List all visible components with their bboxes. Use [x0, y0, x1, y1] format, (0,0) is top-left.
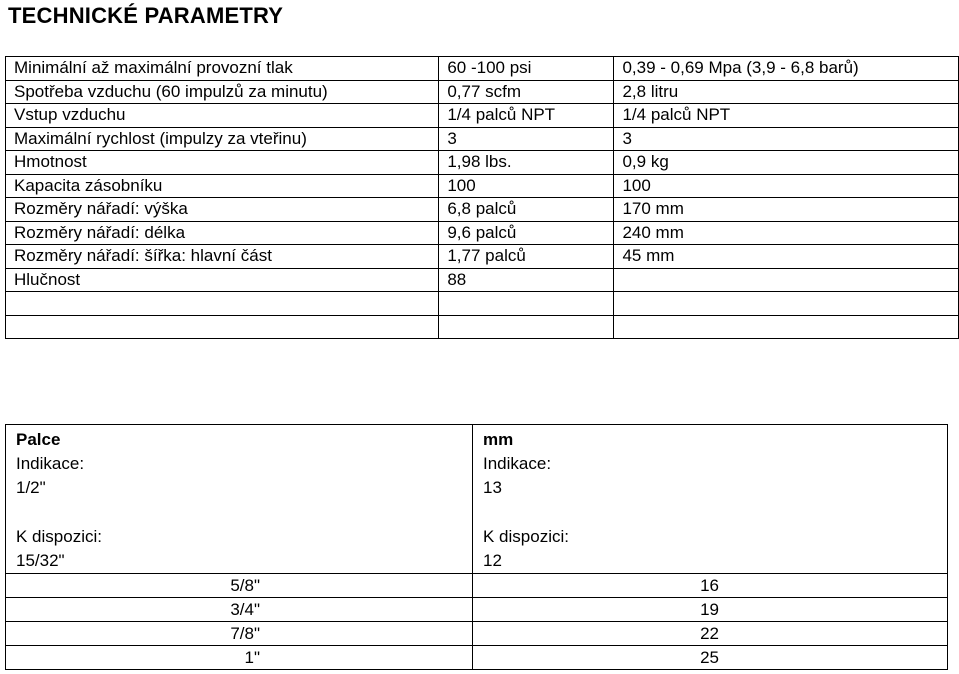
parameter-row	[6, 104, 959, 128]
parameter-name: Maximální rychlost (impulzy za vteřinu)	[6, 127, 439, 151]
parameter-metric-value: 0,39 - 0,69 Mpa (3,9 - 6,8 barů)	[614, 57, 959, 81]
parameter-metric-value: 3	[614, 127, 959, 151]
conversion-header-row	[6, 425, 948, 574]
parameter-metric-value: 170 mm	[614, 198, 959, 222]
inches-indication-label: Indikace:	[16, 454, 85, 473]
parameter-imperial-value: 3	[439, 127, 614, 151]
parameter-row	[6, 57, 959, 81]
parameter-name: Hmotnost	[6, 151, 439, 175]
parameter-imperial-value: 60 -100 psi	[439, 57, 614, 81]
parameter-imperial-value	[439, 292, 614, 316]
parameter-metric-value	[614, 268, 959, 292]
parameter-imperial-value: 1,98 lbs.	[439, 151, 614, 175]
mm-indication-label: Indikace:	[483, 454, 552, 473]
parameter-metric-value: 2,8 litru	[614, 80, 959, 104]
parameter-name: Vstup vzduchu	[6, 104, 439, 128]
parameter-imperial-value: 1/4 palců NPT	[439, 104, 614, 128]
parameter-name: Minimální až maximální provozní tlak	[6, 57, 439, 81]
parameter-imperial-value: 1,77 palců	[439, 245, 614, 269]
parameter-row	[6, 245, 959, 269]
conversion-row	[6, 622, 948, 646]
parameter-metric-value: 240 mm	[614, 221, 959, 245]
parameter-row	[6, 292, 959, 316]
parameter-name: Hlučnost	[6, 268, 439, 292]
inches-value: 7/8"	[6, 622, 473, 646]
parameters-table	[5, 56, 959, 339]
parameter-name	[6, 315, 439, 339]
parameter-imperial-value	[439, 315, 614, 339]
parameter-row	[6, 80, 959, 104]
inches-header: Palce	[16, 430, 61, 449]
parameter-name	[6, 292, 439, 316]
mm-value: 25	[473, 646, 948, 670]
parameter-imperial-value: 6,8 palců	[439, 198, 614, 222]
parameter-name: Rozměry nářadí: šířka: hlavní část	[6, 245, 439, 269]
parameter-imperial-value: 9,6 palců	[439, 221, 614, 245]
mm-value: 19	[473, 598, 948, 622]
parameter-metric-value	[614, 315, 959, 339]
parameter-metric-value: 0,9 kg	[614, 151, 959, 175]
size-conversion-table	[5, 424, 948, 670]
inches-cell	[6, 425, 473, 574]
parameter-metric-value: 45 mm	[614, 245, 959, 269]
parameter-name: Rozměry nářadí: délka	[6, 221, 439, 245]
parameter-name: Spotřeba vzduchu (60 impulzů za minutu)	[6, 80, 439, 104]
parameter-row	[6, 151, 959, 175]
conversion-row	[6, 646, 948, 670]
page-title: TECHNICKÉ PARAMETRY	[8, 3, 284, 28]
parameter-metric-value: 100	[614, 174, 959, 198]
parameter-row	[6, 315, 959, 339]
mm-available-label: K dispozici:	[483, 527, 569, 546]
conversion-row	[6, 598, 948, 622]
parameter-row	[6, 268, 959, 292]
parameter-row	[6, 174, 959, 198]
parameter-imperial-value: 0,77 scfm	[439, 80, 614, 104]
mm-value: 22	[473, 622, 948, 646]
mm-available-value: 12	[483, 551, 502, 570]
parameter-metric-value: 1/4 palců NPT	[614, 104, 959, 128]
mm-indication-value: 13	[483, 478, 502, 497]
parameter-name: Rozměry nářadí: výška	[6, 198, 439, 222]
parameter-row	[6, 221, 959, 245]
mm-value: 16	[473, 574, 948, 598]
inches-value: 3/4"	[6, 598, 473, 622]
mm-cell	[473, 425, 948, 574]
parameter-imperial-value: 88	[439, 268, 614, 292]
parameter-name: Kapacita zásobníku	[6, 174, 439, 198]
parameter-row	[6, 127, 959, 151]
mm-header: mm	[483, 430, 514, 449]
conversion-row	[6, 574, 948, 598]
inches-indication-value: 1/2"	[16, 478, 46, 497]
parameter-imperial-value: 100	[439, 174, 614, 198]
parameter-row	[6, 198, 959, 222]
inches-available-label: K dispozici:	[16, 527, 102, 546]
inches-available-value: 15/32"	[16, 551, 65, 570]
inches-value: 1"	[6, 646, 473, 670]
parameter-metric-value	[614, 292, 959, 316]
inches-value: 5/8"	[6, 574, 473, 598]
